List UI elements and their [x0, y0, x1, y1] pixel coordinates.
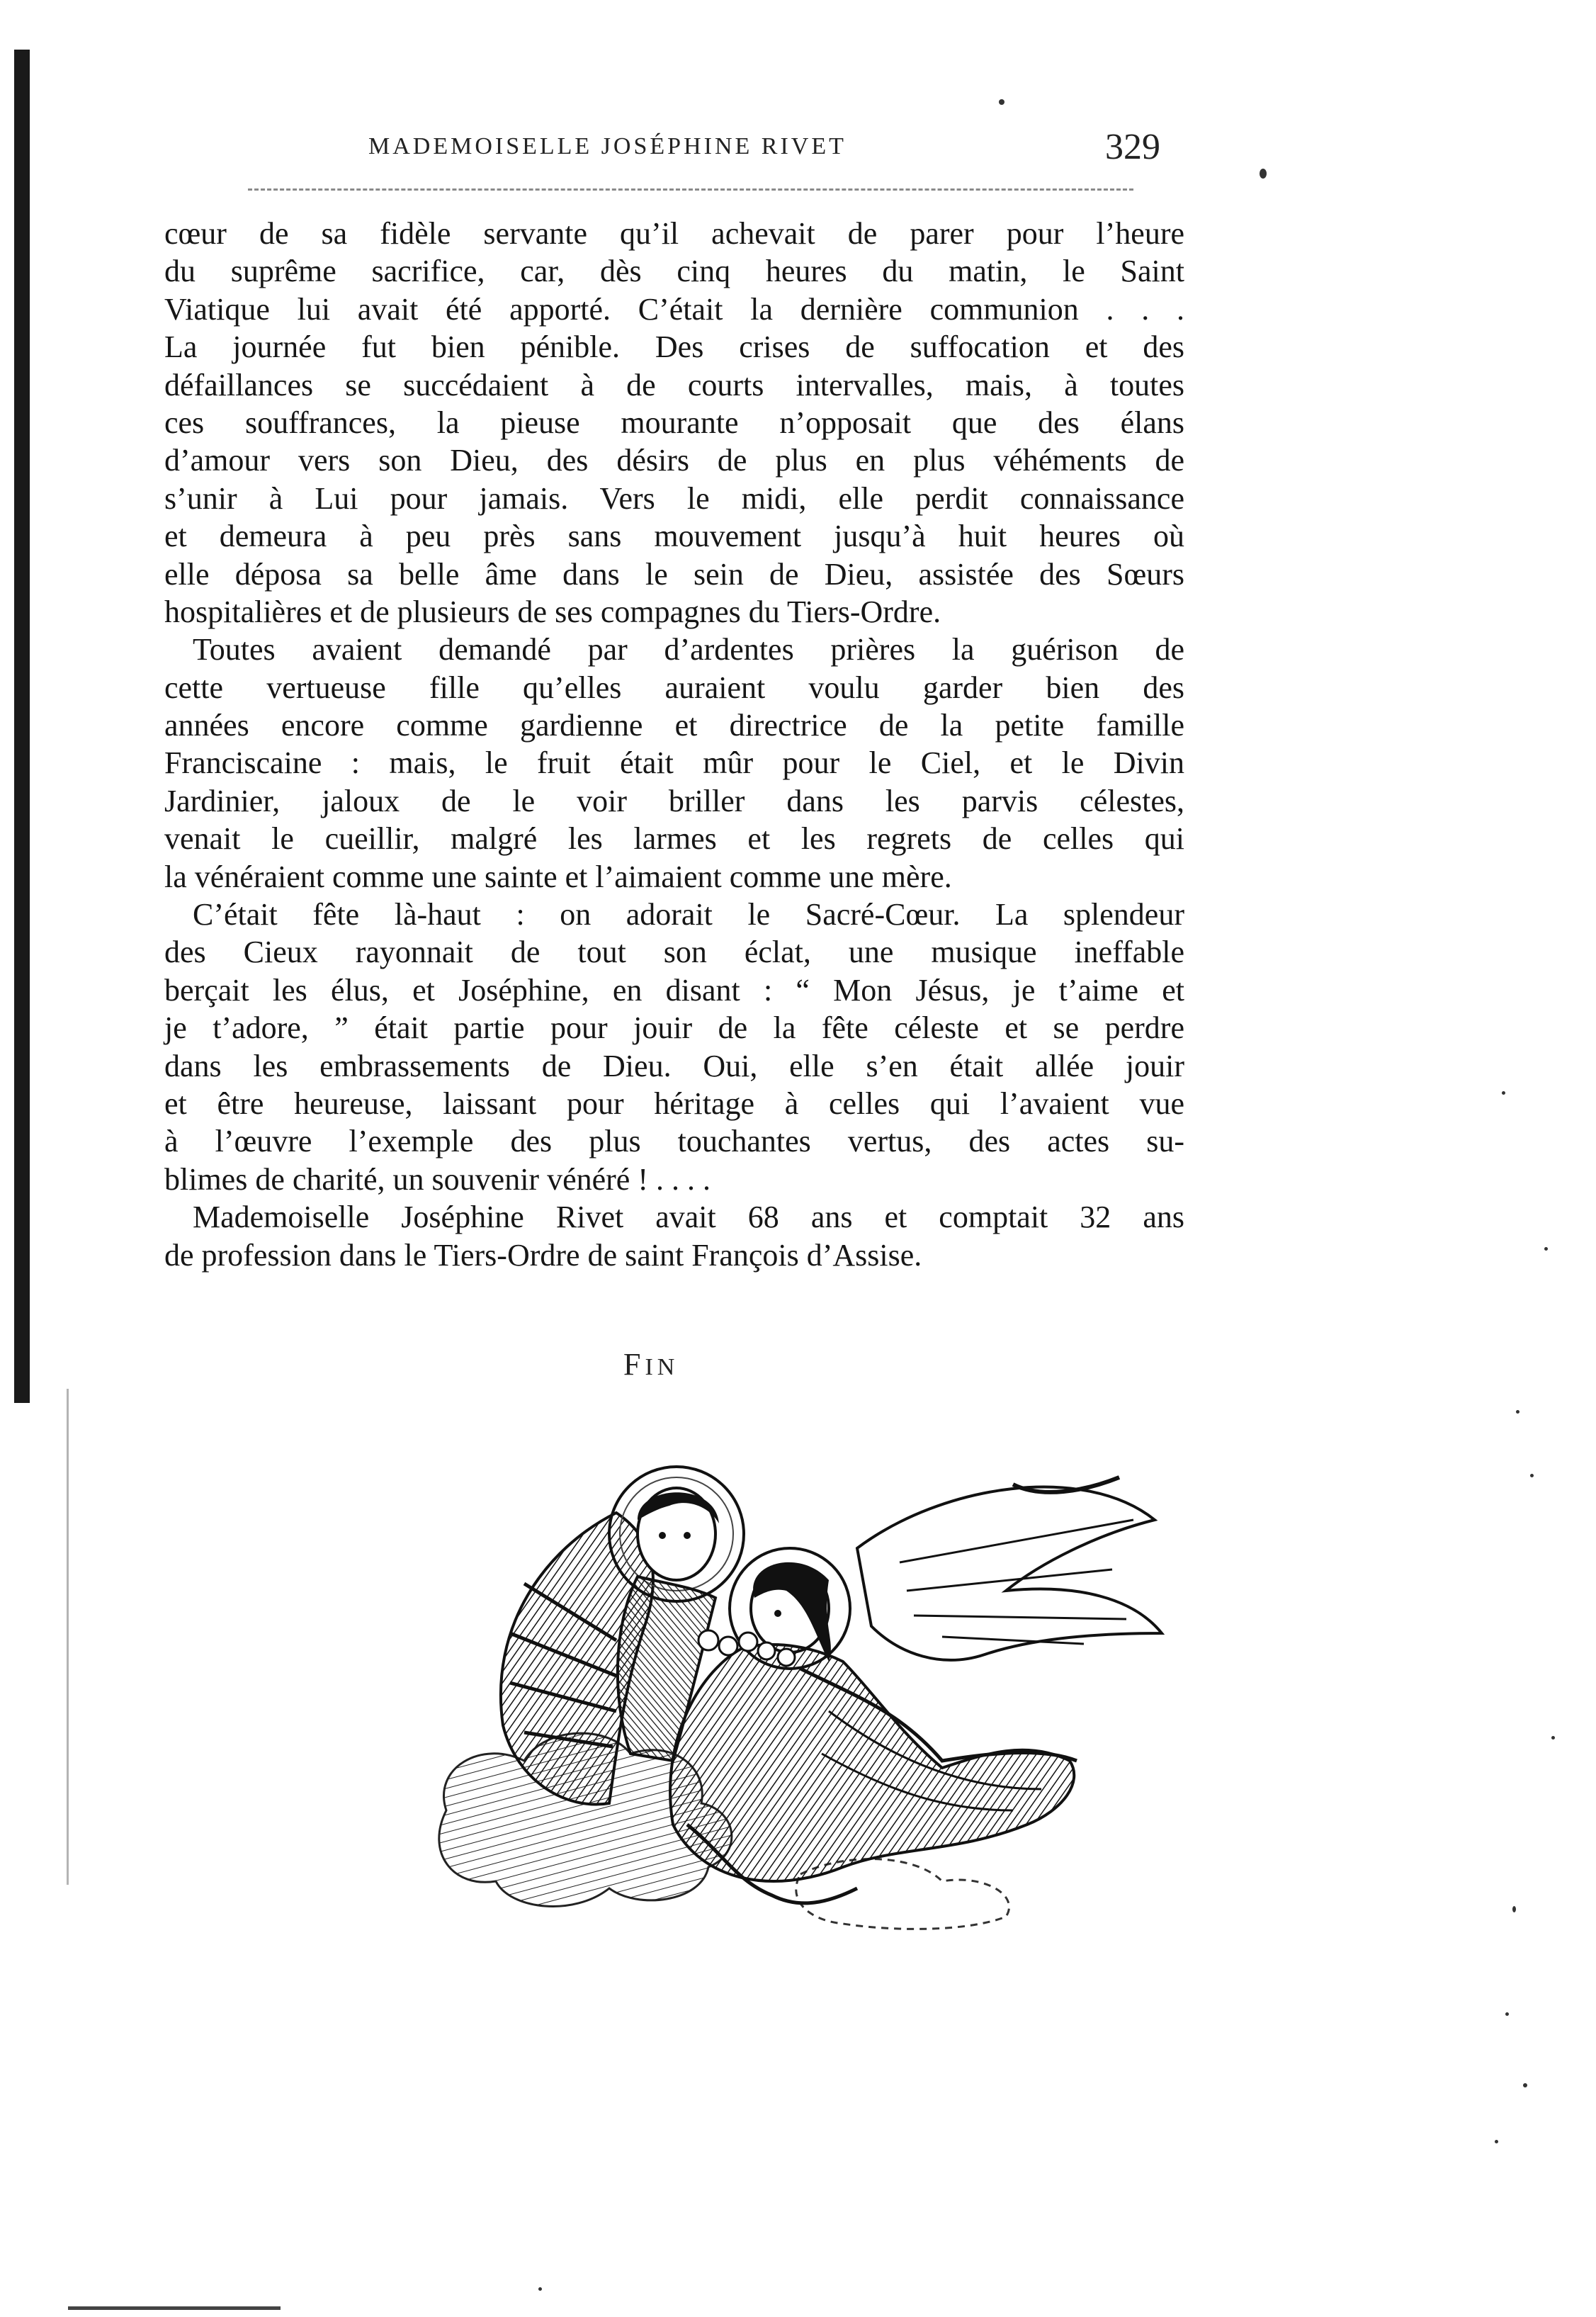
text-line: Viatique lui avait été apporté. C’était la dernière communion . . .	[164, 291, 1184, 327]
scan-bottom-rule	[68, 2306, 281, 2310]
scan-speck	[1260, 169, 1267, 179]
text-line: défaillances se succédaient à de courts intervalles, mais, à toutes	[164, 367, 1184, 402]
text-line: d’amour vers son Dieu, des désirs de plus en plus véhéments de	[164, 443, 1184, 478]
text-line: et être heureuse, laissant pour héritage à celles qui l’avaient vue	[164, 1086, 1184, 1121]
text-line: Mademoiselle Joséphine Rivet avait 68 ans et comptait 32 ans	[193, 1200, 1184, 1235]
text-line: berçait les élus, et Joséphine, en disant : “ Mon Jésus, je t’aime et	[164, 972, 1184, 1008]
text-line: Franciscaine : mais, le fruit était mûr pour le Ciel, et le Divin	[164, 745, 1184, 781]
text-line: s’unir à Lui pour jamais. Vers le midi, elle perdit connaissance	[164, 480, 1184, 516]
text-line: je t’adore, ” était partie pour jouir de la fête céleste et se perdre	[164, 1010, 1184, 1046]
fin-rest: IN	[645, 1354, 679, 1380]
text-line: du suprême sacrifice, car, dès cinq heures du matin, le Saint	[164, 254, 1184, 289]
text-line: cœur de sa fidèle servante qu’il achevait de parer pour l’heure	[164, 216, 1184, 251]
fin-initial: F	[623, 1347, 645, 1382]
text-line: Jardinier, jaloux de le voir briller dans les parvis célestes,	[164, 783, 1184, 818]
fin-label	[623, 1346, 679, 1382]
scan-speck	[1495, 2140, 1498, 2143]
scan-speck	[1551, 1736, 1555, 1740]
text-line: Toutes avaient demandé par d’ardentes prières la guérison de	[193, 632, 1184, 667]
text-line: années encore comme gardienne et directrice de la petite famille	[164, 708, 1184, 743]
scan-speck	[1544, 1247, 1548, 1251]
page-number: 329	[1105, 127, 1160, 167]
two-angels-engraving-icon	[404, 1456, 1190, 1938]
scan-speck	[1530, 1474, 1534, 1477]
scan-edge-bar	[14, 50, 30, 1403]
text-line: elle déposa sa belle âme dans le sein de Dieu, assistée des Sœurs	[164, 556, 1184, 592]
text-line: ces souffrances, la pieuse mourante n’opposait que des élans	[164, 405, 1184, 440]
text-line: blimes de charité, un souvenir vénéré ! . . . .	[164, 1161, 711, 1197]
scan-speck	[1512, 1906, 1516, 1912]
page-header	[163, 126, 1261, 190]
scan-speck	[1505, 2012, 1509, 2016]
body-text	[164, 215, 1184, 1274]
text-line: des Cieux rayonnait de tout son éclat, une musique ineffable	[164, 935, 1184, 970]
text-line: C’était fête là-haut : on adorait le Sacré-Cœur. La splendeur	[193, 897, 1184, 932]
text-line: La journée fut bien pénible. Des crises de suffocation et des	[164, 329, 1184, 365]
running-title: MADEMOISELLE JOSÉPHINE RIVET	[368, 133, 847, 159]
text-line: et demeura à peu près sans mouvement jusqu’à huit heures où	[164, 519, 1184, 554]
text-line: la vénéraient comme une sainte et l’aimaient comme une mère.	[164, 859, 952, 894]
text-line: cette vertueuse fille qu’elles auraient voulu garder bien des	[164, 670, 1184, 705]
scan-edge-line	[67, 1389, 69, 1885]
text-line: à l’œuvre l’exemple des plus touchantes vertus, des actes su-	[164, 1124, 1184, 1159]
text-line: de profession dans le Tiers-Ordre de saint François d’Assise.	[164, 1237, 922, 1273]
text-line: dans les embrassements de Dieu. Oui, elle s’en était allée jouir	[164, 1048, 1184, 1083]
text-line: venait le cueillir, malgré les larmes et les regrets de celles qui	[164, 821, 1184, 857]
text-line: hospitalières et de plusieurs de ses compagnes du Tiers-Ordre.	[164, 594, 941, 629]
scan-speck	[538, 2287, 542, 2291]
scan-speck	[1516, 1410, 1519, 1414]
scan-speck	[999, 99, 1004, 105]
header-rule	[248, 188, 1133, 191]
scan-speck	[1502, 1091, 1505, 1095]
scan-speck	[1523, 2083, 1527, 2087]
